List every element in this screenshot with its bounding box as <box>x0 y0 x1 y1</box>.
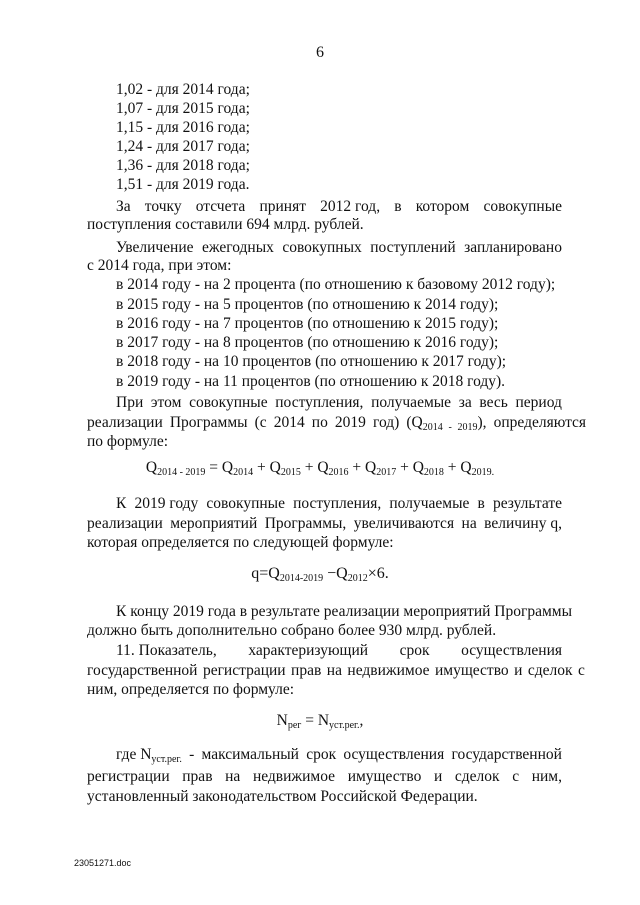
definition-line3: установленный законодательством Российской Федерации. <box>87 788 478 805</box>
word: котором <box>415 198 470 215</box>
formula-text: q=Q <box>251 565 280 582</box>
total-paragraph-line3: по формуле: <box>87 433 169 450</box>
word: максимальный <box>201 746 299 763</box>
word: результате <box>492 495 562 512</box>
word: реализации <box>87 515 163 532</box>
subscript: 2014-2019 <box>279 573 324 584</box>
word: принят <box>259 198 307 215</box>
word: К <box>116 495 127 512</box>
formula-operator: + <box>300 459 318 476</box>
total-paragraph-line1 <box>116 393 562 412</box>
q-paragraph-line2 <box>87 514 562 533</box>
q-formula <box>0 565 640 584</box>
coefficient-line: 1,51 - для 2019 года. <box>116 176 250 193</box>
subscript: 2016 <box>328 467 349 478</box>
subscript: рег <box>287 720 302 731</box>
word: характеризующий <box>248 642 369 659</box>
word: 2019 году <box>134 495 199 512</box>
word: сделок <box>454 768 500 785</box>
subscript: уст.рег. <box>151 754 182 765</box>
word: государственной <box>451 746 562 763</box>
increase-line: в 2014 году - на 2 процента (по отношению к базовому 2012 году); <box>116 276 556 293</box>
word: 11. Показатель, <box>116 642 217 659</box>
word: этом <box>150 394 182 411</box>
word: регистрации <box>87 768 170 785</box>
subscript: 2019. <box>471 467 495 478</box>
formula-operator: + <box>348 459 366 476</box>
formula-text: = N <box>301 712 330 729</box>
word: запланировано <box>464 239 562 256</box>
sum-formula <box>0 459 640 478</box>
word: с <box>512 768 520 785</box>
formula-symbol: Q <box>269 459 281 476</box>
increase-line: в 2019 году - на 11 процентов (по отношению к 2018 году). <box>116 373 506 390</box>
text-fragment: ), определяются <box>477 414 587 431</box>
definition-lead <box>116 745 182 769</box>
formula-operator: = <box>205 459 222 476</box>
word: величину q, <box>484 515 562 532</box>
word: весь <box>479 394 508 411</box>
word: ним, <box>531 768 562 785</box>
word: недвижимое <box>252 768 336 785</box>
word: период <box>515 394 562 411</box>
text-fragment: реализации Программы (с 2014 по 2019 год) (Q <box>87 414 423 431</box>
subscript: 2015 <box>280 467 301 478</box>
sum-formula-content <box>146 459 494 476</box>
word: поступления, <box>293 495 382 512</box>
word: - <box>189 746 195 763</box>
file-name-footer: 23051271.doc <box>74 858 132 868</box>
subscript: 2014 <box>233 467 254 478</box>
word: в <box>477 495 485 512</box>
word: получаемые <box>371 394 452 411</box>
coefficient-line: 1,02 - для 2014 года; <box>116 81 250 98</box>
subscript: 2014 - 2019 <box>422 422 478 433</box>
formula-symbol: Q <box>460 459 472 476</box>
word: и <box>433 768 443 785</box>
formula-symbol: Q <box>145 459 158 476</box>
formula-symbol: Q <box>365 459 377 476</box>
indicator-paragraph-line2: государственной регистрации прав на недвижимое имущество и сделок с <box>87 662 585 679</box>
word: срок <box>399 642 430 659</box>
formula-text: −Q <box>323 565 348 582</box>
end-2019-paragraph-line2: должно быть дополнительно собрано более 930 млрд. рублей. <box>87 622 497 639</box>
formula-symbol: Q <box>317 459 329 476</box>
indicator-paragraph-line1 <box>116 641 562 660</box>
word: имущество <box>347 768 422 785</box>
word: ежегодных <box>201 239 274 256</box>
word: За <box>116 198 131 215</box>
subscript: 2014 - 2019 <box>157 467 206 478</box>
increase-line: в 2018 году - на 10 процентов (по отношению к 2017 году); <box>116 353 507 370</box>
subscript: 2017 <box>376 467 397 478</box>
word: прав <box>182 768 213 785</box>
definition-line2 <box>87 767 562 786</box>
formula-text: ×6. <box>367 565 389 582</box>
word: мероприятий <box>170 515 258 532</box>
increase-paragraph-line2: с 2014 года, при этом: <box>87 257 232 274</box>
word: поступлений <box>370 239 456 256</box>
coefficient-line: 1,15 - для 2016 года; <box>116 119 250 136</box>
word: за <box>458 394 472 411</box>
word: 2012 год, <box>320 198 381 215</box>
subscript: уст.рег. <box>329 720 360 731</box>
base-year-paragraph-line1 <box>116 197 562 216</box>
word: Программы, <box>264 515 347 532</box>
coefficient-line: 1,36 - для 2018 года; <box>116 157 250 174</box>
word: Увеличение <box>116 239 194 256</box>
word: совокупные <box>483 198 562 215</box>
formula-operator: + <box>396 459 413 476</box>
definition-line1 <box>116 745 562 769</box>
word: в <box>394 198 402 215</box>
formula-text: N <box>276 712 288 729</box>
word: совокупные <box>189 394 268 411</box>
coefficient-line: 1,24 - для 2017 года; <box>116 138 250 155</box>
page-number: 6 <box>316 44 324 61</box>
coefficient-line: 1,07 - для 2015 года; <box>116 100 250 117</box>
formula-operator: + <box>253 459 270 476</box>
registration-formula <box>0 712 640 731</box>
base-year-paragraph-line2: поступления составили 694 млрд. рублей. <box>87 216 364 233</box>
formula-symbol: Q <box>221 459 234 476</box>
word: получаемые <box>389 495 470 512</box>
end-2019-paragraph-line1: К концу 2019 года в результате реализации мероприятий Программы <box>116 603 573 620</box>
word: срок <box>306 746 337 763</box>
formula-symbol: Q <box>412 459 424 476</box>
q-paragraph-line1 <box>116 494 562 513</box>
subscript: 2018 <box>423 467 444 478</box>
word: на <box>225 768 241 785</box>
increase-paragraph-line1 <box>116 238 562 257</box>
increase-line: в 2015 году - на 5 процентов (по отношению к 2014 году); <box>116 296 499 313</box>
subscript: 2012 <box>347 573 368 584</box>
formula-operator: + <box>443 459 461 476</box>
word: увеличиваются <box>353 515 455 532</box>
word: совокупных <box>282 239 362 256</box>
formula-text: , <box>359 712 364 729</box>
word: осуществления <box>343 746 445 763</box>
word: осуществления <box>461 642 562 659</box>
word: отсчета <box>195 198 246 215</box>
increase-line: в 2017 году - на 8 процентов (по отношению к 2016 году); <box>116 334 499 351</box>
indicator-paragraph-line3: ним, определяется по формуле: <box>87 681 295 698</box>
q-paragraph-line3: которая определяется по следующей формуле: <box>87 534 394 551</box>
word: поступления, <box>275 394 364 411</box>
word: точку <box>144 198 182 215</box>
increase-line: в 2016 году - на 7 процентов (по отношению к 2015 году); <box>116 315 499 332</box>
word: на <box>461 515 477 532</box>
word: При <box>116 394 144 411</box>
word: совокупные <box>206 495 285 512</box>
text-fragment: где N <box>116 746 152 763</box>
